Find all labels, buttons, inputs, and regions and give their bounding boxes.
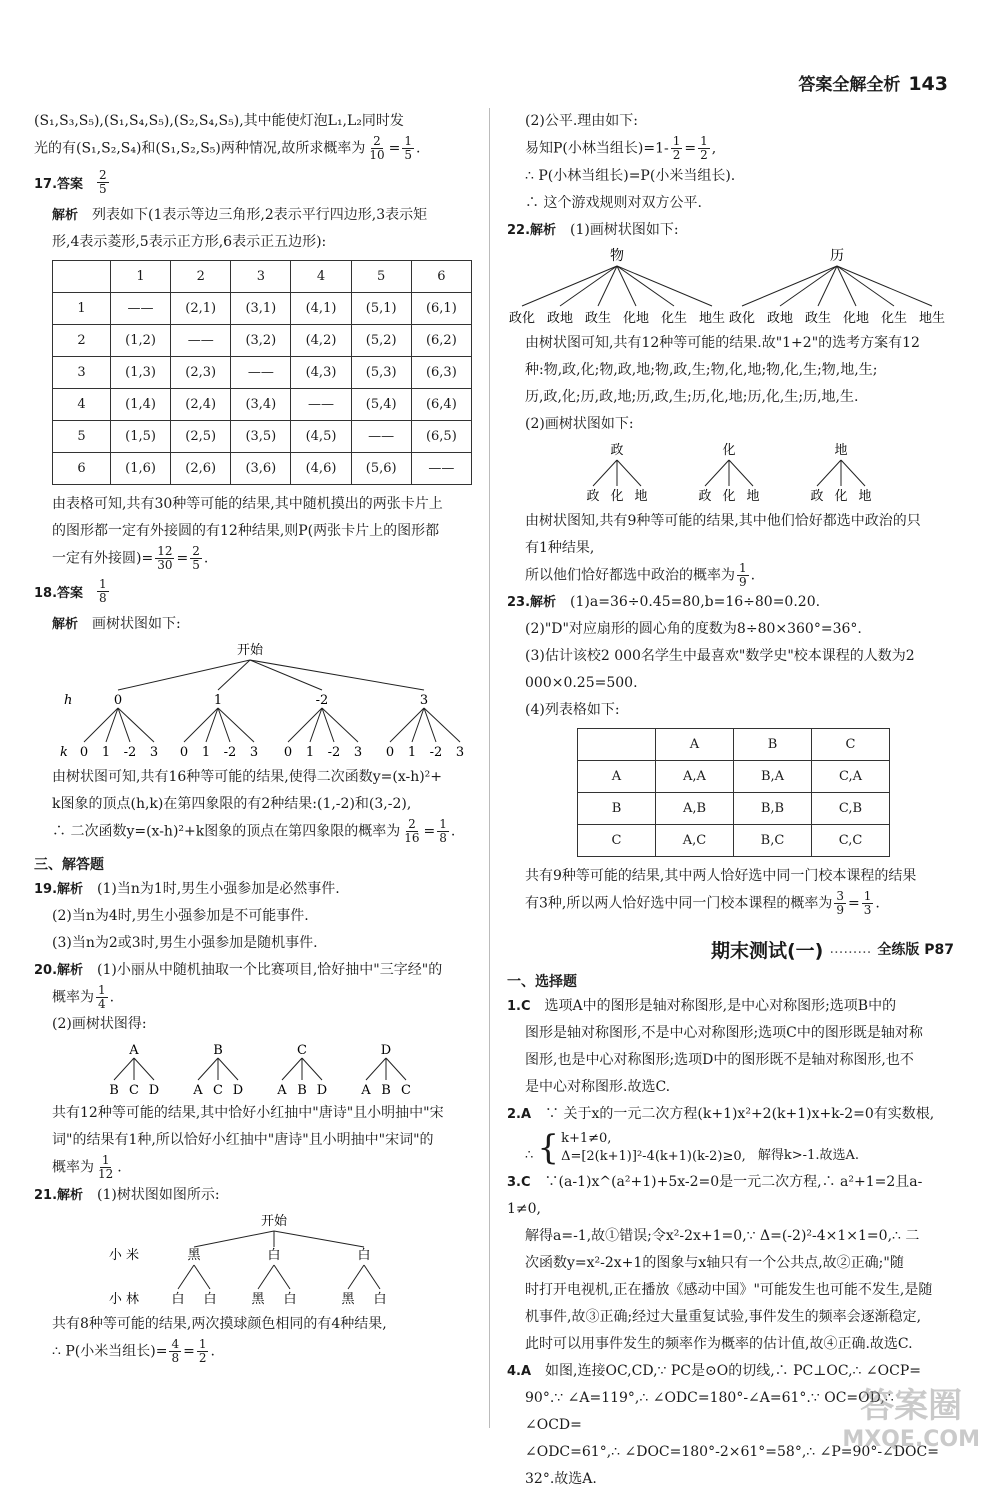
- tree-branch: [218, 708, 254, 742]
- tree-branch: [194, 1265, 210, 1289]
- tree-branch: [194, 1231, 274, 1247]
- q17-table-cell: 5: [53, 420, 111, 452]
- tree-branch: [386, 1058, 406, 1080]
- tree-branch: [598, 266, 617, 306]
- tree-node: 1: [201, 745, 211, 760]
- q22-c7: 所以他们恰好都选中政治的概率为 $\frac{1}{9}$ .: [525, 560, 756, 589]
- a3-l6: 此时可以用事件发生的频率作为概率的估计值,故④正确.故选C.: [525, 1335, 913, 1352]
- q23-table-cell: A: [578, 761, 656, 793]
- q23-table-cell: B,A: [734, 761, 812, 793]
- q20-l3: (2)画树状图得:: [52, 1016, 147, 1032]
- tree-node: 政生: [584, 310, 612, 326]
- tree-branch: [218, 660, 250, 690]
- a4-l4: 32°.故选A.: [525, 1470, 597, 1487]
- tree-node: 0: [113, 693, 123, 708]
- q22-tree-diagram: [507, 246, 954, 328]
- tree-branch: [390, 708, 424, 742]
- tree-branch: [274, 1231, 364, 1247]
- tree-branch: [837, 266, 932, 306]
- q17-table-row: [53, 420, 472, 452]
- q17-table-cell: (5,1): [351, 292, 411, 324]
- tree-node: 1: [101, 745, 111, 760]
- tree-node: 0: [283, 745, 293, 760]
- q23-table-cell: B,C: [734, 825, 812, 857]
- tree-branch: [617, 266, 712, 306]
- q17-table-cell: (5,3): [351, 356, 411, 388]
- q20-l2: 概率为 $\frac{1}{4}$ .: [52, 982, 115, 1011]
- tree-node: 政: [698, 488, 712, 504]
- tree-branch: [817, 460, 841, 486]
- q21-part2-l3: ∴ P(小林当组长)=P(小米当组长).: [525, 167, 736, 184]
- q19-l1: 19.解析 (1)当n为1时,男生小强参加是必然事件.: [34, 880, 340, 897]
- tree-node: 小 米: [108, 1247, 140, 1263]
- tree-node: 开始: [260, 1213, 288, 1229]
- tree-node: 地生: [698, 310, 726, 326]
- q17-table-cell: 6: [53, 452, 111, 484]
- left-column: [34, 108, 472, 1365]
- tree-branch: [288, 708, 322, 742]
- a3-l2: 解得a=-1,故①错误;令x²-2x+1=0,∵ Δ=(-2)²-4×1×1=0,∴ 二: [525, 1227, 920, 1244]
- tree-node: A: [193, 1083, 203, 1098]
- q23-l1: 23.解析 (1)a=36÷0.45=80,b=16÷80=0.20.: [507, 594, 821, 610]
- tree-branch: [705, 460, 729, 486]
- tree-node: 0: [79, 745, 89, 760]
- q17-table-row: [53, 356, 472, 388]
- q17-table-cell: 1: [110, 260, 170, 292]
- q17-table-row: [53, 292, 472, 324]
- q17-table-cell: ——: [171, 324, 231, 356]
- tree-node: 0: [179, 745, 189, 760]
- tree-node: B: [109, 1083, 119, 1098]
- q21-part2-l2: 易知P(小林当组长)=1- $\frac{1}{2}$ = $\frac{1}{2}$ ,: [525, 134, 717, 162]
- q23-table-cell: C,C: [812, 825, 890, 857]
- q17-table-cell: 2: [171, 260, 231, 292]
- tree-node: 3: [249, 745, 259, 760]
- q17-table-cell: 4: [291, 260, 351, 292]
- tree-node: 地: [746, 488, 760, 504]
- q17-table-cell: 2: [53, 324, 111, 356]
- q22-c4: (2)画树状图如下:: [525, 415, 634, 432]
- tree-node: 政地: [766, 310, 794, 326]
- q17-table-cell: (3,2): [231, 324, 291, 356]
- tree-node: B: [297, 1083, 307, 1098]
- tree-node: B: [213, 1043, 223, 1058]
- q18-answer: 18.答案 $\frac{1}{8}$: [34, 577, 107, 605]
- q17-table-cell: (1,6): [110, 452, 170, 484]
- q17-table-cell: ——: [110, 292, 170, 324]
- q22-l1: 22.解析 (1)画树状图如下:: [507, 221, 679, 238]
- q23-c1: 共有9种等可能的结果,其中两人恰好选中同一门校本课程的结果: [525, 868, 917, 884]
- tree-branch: [274, 1265, 290, 1289]
- q18-conclusion-2: k图象的顶点(h,k)在第四象限的有2种结果:(1,-2)和(3,-2),: [52, 796, 412, 812]
- tree-node: 1: [305, 745, 315, 760]
- tree-node: D: [316, 1083, 328, 1098]
- q17-table-cell: (2,5): [171, 420, 231, 452]
- tree-label: k: [60, 745, 68, 760]
- tree-branch: [84, 708, 118, 742]
- tree-branch: [114, 1058, 134, 1080]
- tree-node: 开始: [236, 643, 264, 658]
- q23-table-cell: C,B: [812, 793, 890, 825]
- q17-table-cell: (3,5): [231, 420, 291, 452]
- tree-node: 地: [634, 488, 648, 504]
- q17-table-cell: 3: [231, 260, 291, 292]
- q23-table-cell: A,A: [656, 761, 734, 793]
- tree-node: 白: [171, 1291, 185, 1307]
- tree-node: 政生: [804, 310, 832, 326]
- q16-continued: (S₁,S₃,S₅),(S₁,S₄,S₅),(S₂,S₄,S₅),其中能使灯泡L₁,L₂同时发: [34, 113, 404, 129]
- q17-table-cell: ——: [291, 388, 351, 420]
- column-divider: [489, 108, 490, 1428]
- tree-node: 化生: [660, 310, 688, 326]
- tree-node: 政地: [546, 310, 574, 326]
- q17-table-cell: (4,2): [291, 324, 351, 356]
- final-test-ref: 全练版 P87: [877, 942, 954, 958]
- page-header: [798, 70, 948, 95]
- q23-table-cell: C: [578, 825, 656, 857]
- q17-table-cell: (1,5): [110, 420, 170, 452]
- q17-table-cell: (4,5): [291, 420, 351, 452]
- q17-table-cell: (3,4): [231, 388, 291, 420]
- q17-table-cell: (6,5): [411, 420, 471, 452]
- tree-branch: [841, 460, 865, 486]
- dot-leader: ………: [829, 941, 872, 957]
- q18-conclusion-3: ∴ 二次函数y=(x-h)²+k图象的顶点在第四象限的概率为 $\frac{2}{16}$ = $\frac{1}{8}$ .: [52, 817, 456, 845]
- q17-line2: 形,4表示菱形,5表示正方形,6表示正五边形):: [52, 233, 327, 250]
- q17-conclusion-1: 由表格可知,共有30种等可能的结果,其中随机摸出的两张卡片上: [52, 495, 443, 512]
- q22-c2: 种:物,政,化;物,政,地;物,政,生;物,化,地;物,化,生;物,地,生;: [525, 361, 878, 378]
- q23-table-cell: A,C: [656, 825, 734, 857]
- q21-part2: (2)公平.理由如下:: [525, 113, 638, 129]
- q17-table-cell: (1,3): [110, 356, 170, 388]
- tree-node: 化生: [880, 310, 908, 326]
- tree-node: 地: [834, 442, 848, 458]
- tree-node: 政化: [508, 310, 536, 326]
- q17-table-cell: [53, 260, 111, 292]
- q17-table-cell: (4,1): [291, 292, 351, 324]
- tree-node: 黑: [187, 1247, 201, 1263]
- q17-analysis: 解析 列表如下(1表示等边三角形,2表示平行四边形,3表示矩: [52, 206, 428, 223]
- tree-node: A: [129, 1043, 139, 1058]
- header-title: 答案全解全析: [798, 75, 901, 95]
- q23-table-cell: [578, 729, 656, 761]
- tree-branch: [250, 660, 322, 690]
- tree-node: 化: [722, 442, 736, 458]
- q23-table: [577, 728, 890, 857]
- tree-branch: [837, 266, 856, 306]
- q20-conclusion-2: 词"的结果有1种,所以恰好小红抽中"唐诗"且小明抽中"宋词"的: [52, 1132, 434, 1148]
- tree-node: -2: [123, 745, 137, 760]
- q17-table-cell: 1: [53, 292, 111, 324]
- tree-node: -2: [327, 745, 341, 760]
- q17-table-cell: 4: [53, 388, 111, 420]
- tree-branch: [282, 1058, 302, 1080]
- tree-branch: [522, 266, 617, 306]
- tree-node: 政: [610, 442, 624, 458]
- tree-node: A: [361, 1083, 371, 1098]
- a3-l3: 次函数y=x²-2x+1的图象与x轴只有一个公共点,故②正确;"随: [525, 1254, 904, 1271]
- q17-table-row: [53, 452, 472, 484]
- a2-l1: 2.A ∵ 关于x的一元二次方程(k+1)x²+2(k+1)x+k-2=0有实数根,: [507, 1105, 935, 1122]
- tree-branch: [742, 266, 837, 306]
- tree-node: 白: [203, 1291, 217, 1307]
- q17-table-cell: (3,1): [231, 292, 291, 324]
- q20-conclusion-3: 概率为 $\frac{1}{12}$ .: [52, 1153, 122, 1181]
- q21-tree-diagram: [34, 1211, 472, 1309]
- q23-table-cell: C: [812, 729, 890, 761]
- tree-node: 白: [373, 1291, 387, 1307]
- q23-table-cell: C,A: [812, 761, 890, 793]
- a2-system: ∴ { k+1≠0, Δ=[2(k+1)]²-4(k+1)(k-2)≥0, 解得k>-1.故选A.: [525, 1127, 859, 1168]
- q22-c5: 由树状图知,共有9种等可能的结果,其中他们恰好都选中政治的只: [525, 512, 921, 529]
- q17-table-cell: (2,4): [171, 388, 231, 420]
- q23-table-cell: B: [578, 793, 656, 825]
- q16-line2: 光的有(S₁,S₂,S₄)和(S₁,S₂,S₅)两种情况,故所求概率为 $\frac{2}{10}$ = $\frac{1}{5}$ .: [34, 134, 421, 162]
- tree-branch: [206, 708, 218, 742]
- q17-table-cell: (5,6): [351, 452, 411, 484]
- watermark-logo: 答案圈 MXQE.COM: [842, 1386, 980, 1452]
- final-test-heading: [507, 936, 954, 963]
- tree-branch: [348, 1265, 364, 1289]
- tree-node: C: [297, 1043, 307, 1058]
- tree-node: C: [401, 1083, 411, 1098]
- q23-table-cell: A,B: [656, 793, 734, 825]
- tree-branch: [178, 1265, 194, 1289]
- tree-branch: [593, 460, 617, 486]
- tree-node: 小 林: [108, 1291, 140, 1307]
- q21-conclusion-1: 共有8种等可能的结果,两次摸球颜色相同的有4种结果,: [52, 1315, 387, 1332]
- q23-l2: (2)"D"对应扇形的圆心角的度数为8÷80×360°=36°.: [525, 621, 862, 637]
- tree-node: 1: [213, 693, 223, 708]
- tree-node: 黑: [341, 1291, 355, 1307]
- a3-l4: 时打开电视机,正在播放《感动中国》"可能发生也可能不发生,是随: [525, 1281, 933, 1298]
- tree-node: 3: [455, 745, 465, 760]
- q17-conclusion-3: 一定有外接圆)= $\frac{12}{30}$ = $\frac{2}{5}$ .: [52, 543, 209, 572]
- q17-table-cell: (4,3): [291, 356, 351, 388]
- q17-conclusion-2: 的图形都一定有外接圆的有12种结果,则P(两张卡片上的图形都: [52, 522, 440, 539]
- tree-branch: [184, 708, 218, 742]
- tree-branch: [250, 660, 424, 690]
- tree-node: B: [381, 1083, 391, 1098]
- tree-node: 化: [610, 488, 624, 504]
- q20-tree-diagram: [34, 1040, 472, 1098]
- tree-node: 白: [283, 1291, 297, 1307]
- tree-node: 白: [267, 1247, 281, 1263]
- q23-l3: (3)估计该校2 000名学生中最喜欢"数学史"校本课程的人数为2: [525, 648, 915, 664]
- a3-l1: 3.C ∵(a-1)x^(a²+1)+5x-2=0是一元二次方程,∴ a²+1=2且a-1≠0,: [507, 1173, 923, 1217]
- q20-conclusion-1: 共有12种等可能的结果,其中恰好小红抽中"唐诗"且小明抽中"宋: [52, 1105, 444, 1121]
- q17-table-cell: ——: [351, 420, 411, 452]
- section-heading-3: 三、解答题: [34, 856, 104, 873]
- tree-node: 地: [858, 488, 872, 504]
- q17-table-cell: (1,4): [110, 388, 170, 420]
- q22-c1: 由树状图可知,共有12种等可能的结果.故"1+2"的选考方案有12: [525, 334, 920, 351]
- tree-branch: [258, 1265, 274, 1289]
- q23-c2: 有3种,所以两人恰好选中同一门校本课程的概率为 $\frac{3}{9}$ = $\frac{1}{3}$ .: [525, 889, 880, 917]
- q17-table-cell: (2,6): [171, 452, 231, 484]
- tree-node: 物: [610, 247, 624, 264]
- q21-l1: 21.解析 (1)树状图如图所示:: [34, 1186, 220, 1203]
- section-heading-1: 一、选择题: [507, 973, 577, 990]
- q23-table-row: [578, 825, 890, 857]
- page-number: 143: [908, 73, 948, 95]
- tree-node: D: [232, 1083, 244, 1098]
- tree-node: 政化: [728, 310, 756, 326]
- q17-table-cell: (6,2): [411, 324, 471, 356]
- q23-table-cell: B,B: [734, 793, 812, 825]
- q21-conclusion-2: ∴ P(小米当组长)= $\frac{4}{8}$ = $\frac{1}{2}$ .: [52, 1336, 215, 1365]
- a4-l1: 4.A 如图,连接OC,CD,∵ PC是⊙O的切线,∴ PC⊥OC,∴ ∠OCP=: [507, 1362, 921, 1379]
- q23-table-row: [578, 761, 890, 793]
- q17-table-cell: ——: [231, 356, 291, 388]
- q17-table-cell: 5: [351, 260, 411, 292]
- q23-table-cell: A: [656, 729, 734, 761]
- tree-node: 3: [353, 745, 363, 760]
- tree-branch: [818, 266, 837, 306]
- q23-table-row: [578, 729, 890, 761]
- q17-table-cell: (3,6): [231, 452, 291, 484]
- tree-node: 政: [586, 488, 600, 504]
- q23-l5: (4)列表格如下:: [525, 702, 620, 718]
- tree-node: 历: [830, 247, 844, 264]
- tree-branch: [322, 708, 358, 742]
- right-column: [507, 108, 954, 1493]
- tree-node: -2: [315, 693, 329, 708]
- tree-node: -2: [429, 745, 443, 760]
- q21-part2-l4: ∴ 这个游戏规则对双方公平.: [525, 194, 702, 211]
- q22-tree-diagram-2: [507, 440, 954, 506]
- tree-branch: [412, 708, 424, 742]
- final-test-title: 期末测试(一): [711, 939, 824, 962]
- tree-node: D: [380, 1043, 392, 1058]
- tree-node: 3: [419, 693, 429, 708]
- q23-l4: 000×0.25=500.: [525, 675, 638, 691]
- tree-branch: [617, 266, 636, 306]
- q17-table-cell: (6,1): [411, 292, 471, 324]
- tree-node: -2: [223, 745, 237, 760]
- a1-l1: 1.C 选项A中的图形是轴对称图形,是中心对称图形;选项B中的: [507, 997, 897, 1014]
- q17-table-row: [53, 388, 472, 420]
- q23-table-row: [578, 793, 890, 825]
- q22-c3: 历,政,化;历,政,地;历,政,生;历,化,地;历,化,生;历,地,生.: [525, 388, 859, 405]
- tree-node: 地生: [918, 310, 946, 326]
- tree-branch: [364, 1265, 380, 1289]
- q17-table-row: [53, 324, 472, 356]
- tree-branch: [106, 708, 118, 742]
- q20-l1: 20.解析 (1)小丽从中随机抽取一个比赛项目,恰好抽中"三字经"的: [34, 961, 443, 978]
- tree-branch: [218, 1058, 238, 1080]
- a1-l4: 是中心对称图形.故选C.: [525, 1078, 671, 1095]
- tree-branch: [617, 460, 641, 486]
- tree-node: D: [148, 1083, 160, 1098]
- tree-node: 化地: [622, 310, 650, 326]
- a3-l5: 机事件,故③正确;经过大量重复试验,事件发生的频率会逐渐稳定,: [525, 1308, 922, 1325]
- tree-branch: [118, 708, 154, 742]
- tree-branch: [310, 708, 322, 742]
- tree-branch: [424, 708, 460, 742]
- q17-table-cell: (4,6): [291, 452, 351, 484]
- tree-node: A: [277, 1083, 287, 1098]
- tree-node: C: [129, 1083, 139, 1098]
- tree-branch: [118, 660, 250, 690]
- q17-table-cell: (6,3): [411, 356, 471, 388]
- q17-table-row: [53, 260, 472, 292]
- q17-table: [52, 260, 472, 485]
- q18-tree-diagram: [34, 640, 472, 762]
- a4-l3: ∠ODC=61°,∴ ∠DOC=180°-2×61°=58°,∴ ∠P=90°-∠DOC=: [525, 1443, 939, 1460]
- tree-branch: [366, 1058, 386, 1080]
- tree-node: 3: [149, 745, 159, 760]
- tree-node: 0: [385, 745, 395, 760]
- a1-l3: 图形,也是中心对称图形;选项D中的图形既不是轴对称图形,也不: [525, 1051, 914, 1068]
- q17-table-cell: ——: [411, 452, 471, 484]
- q19-l3: (3)当n为2或3时,男生小强参加是随机事件.: [52, 934, 318, 951]
- q17-table-cell: (5,4): [351, 388, 411, 420]
- q19-l2: (2)当n为4时,男生小强参加是不可能事件.: [52, 907, 309, 924]
- a1-l2: 图形是轴对称图形,不是中心对称图形;选项C中的图形既是轴对称: [525, 1024, 923, 1041]
- a4-l2: 90°.∵ ∠A=119°,∴ ∠ODC=180°-∠A=61°.∵ OC=OD,∴ ∠OCD=: [525, 1389, 894, 1433]
- tree-branch: [198, 1058, 218, 1080]
- q17-table-cell: (5,2): [351, 324, 411, 356]
- q22-c6: 有1种结果,: [525, 539, 595, 556]
- q17-table-cell: 6: [411, 260, 471, 292]
- tree-node: 化: [722, 488, 736, 504]
- tree-node: 化地: [842, 310, 870, 326]
- tree-node: 白: [357, 1247, 371, 1263]
- q18-conclusion-1: 由树状图可知,共有16种等可能的结果,使得二次函数y=(x-h)²+: [52, 769, 443, 785]
- q18-analysis: 解析 画树状图如下:: [52, 616, 181, 632]
- q17-table-cell: (1,2): [110, 324, 170, 356]
- tree-node: 1: [407, 745, 417, 760]
- q17-table-cell: (6,4): [411, 388, 471, 420]
- q17-answer: 17.答案 $\frac{2}{5}$: [34, 167, 107, 196]
- tree-node: 政: [810, 488, 824, 504]
- tree-branch: [302, 1058, 322, 1080]
- tree-node: 化: [834, 488, 848, 504]
- tree-label: h: [64, 693, 73, 708]
- tree-branch: [729, 460, 753, 486]
- tree-node: 黑: [251, 1291, 265, 1307]
- q23-table-cell: B: [734, 729, 812, 761]
- q17-table-cell: (2,1): [171, 292, 231, 324]
- tree-node: C: [213, 1083, 223, 1098]
- q17-table-cell: (2,3): [171, 356, 231, 388]
- q17-table-cell: 3: [53, 356, 111, 388]
- tree-branch: [134, 1058, 154, 1080]
